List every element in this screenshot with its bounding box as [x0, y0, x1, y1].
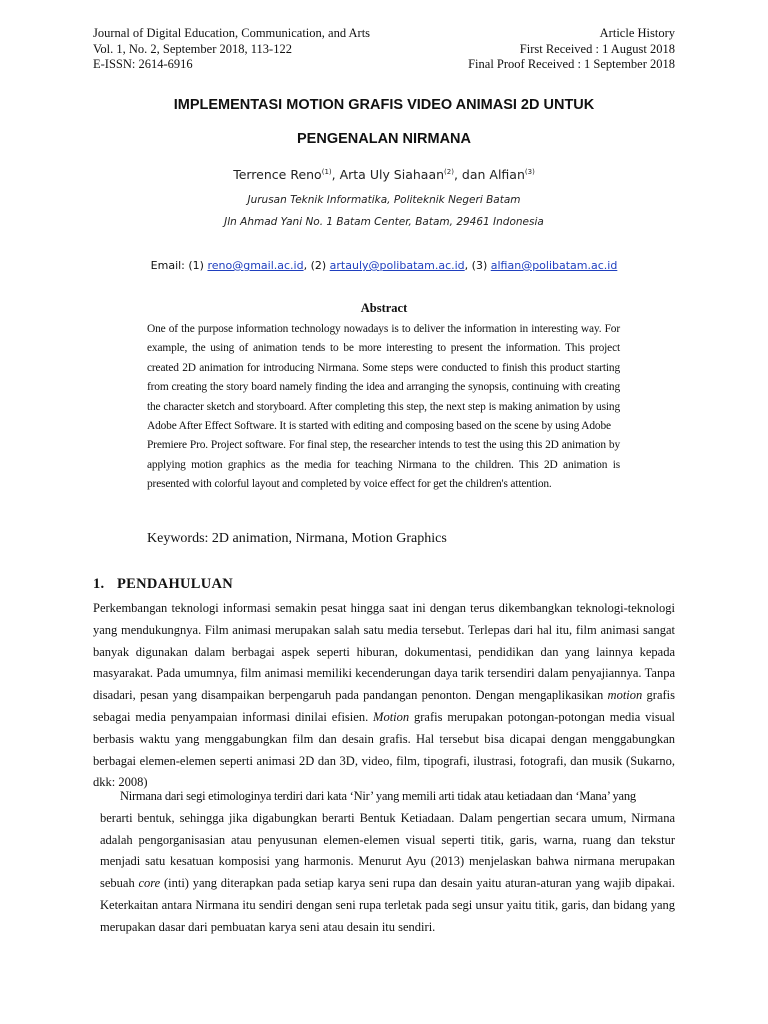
body-text: Perkembangan teknologi informasi semakin pesat hingga saat ini dengan terus dikembangkan teknologi-teknologi yang mendukungnya. Film animasi merupakan salah satu media tersebut. Terlepas dari hal itu, film animasi sangat banyak digunakan dalam berbagai aspek seperti hiburan, dokumentasi, pendidikan dan yang lainnya kepada masyarakat. Pada umumnya, film animasi memiliki kecenderungan daya tarik tersendiri dalam penyajiannya. Tanpa disadari, pesan yang disampaikan berpengaruh pada pandangan penonton. Dengan mengaplikasikan: [93, 601, 675, 703]
section-number: 1.: [93, 576, 105, 592]
body-paragraph-1: [93, 598, 675, 794]
author-1-ref: (1): [321, 167, 332, 176]
emphasis-core: core: [138, 876, 161, 891]
author-1: Terrence Reno: [233, 167, 322, 182]
abstract-paragraph-2: Premiere Pro. Project software. For final step, the researcher intends to test the using this 2D animation by applying motion graphics as the media for teaching Nirmana to the children. This 2D animation is presented with colorful layout and completed by voice effect for get the children's attention.: [147, 439, 620, 491]
body-text-first-line: Nirmana dari segi etimologinya terdiri dari kata ‘Nir’ yang memili arti tidak atau ketiadaan dan ‘Mana’ yang: [120, 789, 636, 803]
body-text: grafis sebagai media penyampaian informasi dinilai efisien.: [93, 688, 675, 724]
journal-volume: Vol. 1, No. 2, September 2018, 113-122: [93, 41, 292, 56]
body-text: grafis merupakan potongan-potongan media visual berbasis waktu yang menggabungkan film dan desain grafis. Hal tersebut bisa dicapai dengan menggabungkan berbagai elemen-elemen seperti animasi 2D dan 3D, video, film, tipografi, ilustrasi, fotografi, dan musik (Sukarno, dkk: 2008): [93, 709, 675, 790]
author-separator-2: , dan: [453, 167, 490, 182]
paper-title: [93, 88, 675, 156]
abstract-body: [147, 320, 620, 495]
email-separator-1: , (2): [303, 259, 330, 272]
article-history-label: Article History: [599, 26, 675, 40]
email-link-2[interactable]: artauly@polibatam.ac.id: [329, 259, 465, 272]
affiliation-address: Jln Ahmad Yani No. 1 Batam Center, Batam, 29461 Indonesia: [224, 216, 544, 228]
author-2: Arta Uly Siahaan: [339, 167, 445, 182]
article-history-header: [468, 26, 675, 73]
author-list: [93, 167, 675, 182]
body-text: berarti bentuk, sehingga jika digabungkan berarti Bentuk Ketiadaan. Dalam pengertian secara umum, Nirmana adalah pengorganisasian atau penyusunan elemen-elemen visual seperti titik, garis, warna, ruang dan tekstur menjadi satu kesatuan komposisi yang harmonis. Menurut Ayu (2013) menjelaskan bahwa nirmana merupakan sebuah: [100, 810, 675, 891]
keywords: Keywords: 2D animation, Nirmana, Motion Graphics: [147, 531, 447, 546]
journal-header-left: [93, 26, 370, 73]
author-separator-1: ,: [331, 167, 340, 182]
first-received-date: First Received : 1 August 2018: [519, 41, 675, 56]
body-text-rest: [93, 808, 675, 939]
abstract-paragraph-1: One of the purpose information technology nowadays is to deliver the information in interesting way. For example, the using of animation tends to be more interesting to present the information. This project created 2D animation for introducing Nirmana. Some steps were conducted to finish this product starting from creating the story board namely finding the idea and arranging the synopsis, continuing with creating the character sketch and storyboard. After completing this step, the next step is making animation by using Adobe After Effect Software. It is started with editing and composing based on the scene by using Adobe: [147, 323, 620, 433]
abstract-heading: Abstract: [360, 301, 408, 315]
author-2-ref: (2): [444, 167, 454, 176]
section-heading: [93, 576, 233, 593]
journal-issn: E-ISSN: 2614-6916: [93, 57, 193, 71]
emphasis-motion: Motion: [373, 709, 410, 724]
body-text: (inti) yang diterapkan pada setiap karya seni rupa dan desain yaitu aturan-aturan yang wajib dipakai. Keterkaitan antara Nirmana itu sendiri dengan seni rupa terletak pada segi unsur yaitu titik, garis, dan bidang yang merupakan dasar dari pembuatan karya seni atau desain itu sendiri.: [100, 876, 675, 934]
author-3-ref: (3): [524, 167, 535, 176]
author-3: Alfian: [489, 167, 525, 182]
body-paragraph-2: [93, 786, 675, 939]
email-prefix: Email: (1): [150, 259, 208, 272]
final-proof-date: Final Proof Received : 1 September 2018: [468, 57, 675, 71]
email-line: [93, 259, 675, 272]
paper-title-line-2: PENGENALAN NIRMANA: [297, 131, 471, 147]
journal-name: Journal of Digital Education, Communication, and Arts: [93, 26, 371, 40]
paper-title-line-1: IMPLEMENTASI MOTION GRAFIS VIDEO ANIMASI 2D UNTUK: [173, 97, 595, 113]
email-link-1[interactable]: reno@gmail.ac.id: [207, 259, 304, 272]
email-link-3[interactable]: alfian@polibatam.ac.id: [490, 259, 618, 272]
email-separator-2: , (3): [464, 259, 491, 272]
affiliation-department: Jurusan Teknik Informatika, Politeknik Negeri Batam: [247, 194, 521, 206]
section-title: PENDAHULUAN: [117, 576, 234, 592]
emphasis-motion: motion: [607, 688, 643, 703]
